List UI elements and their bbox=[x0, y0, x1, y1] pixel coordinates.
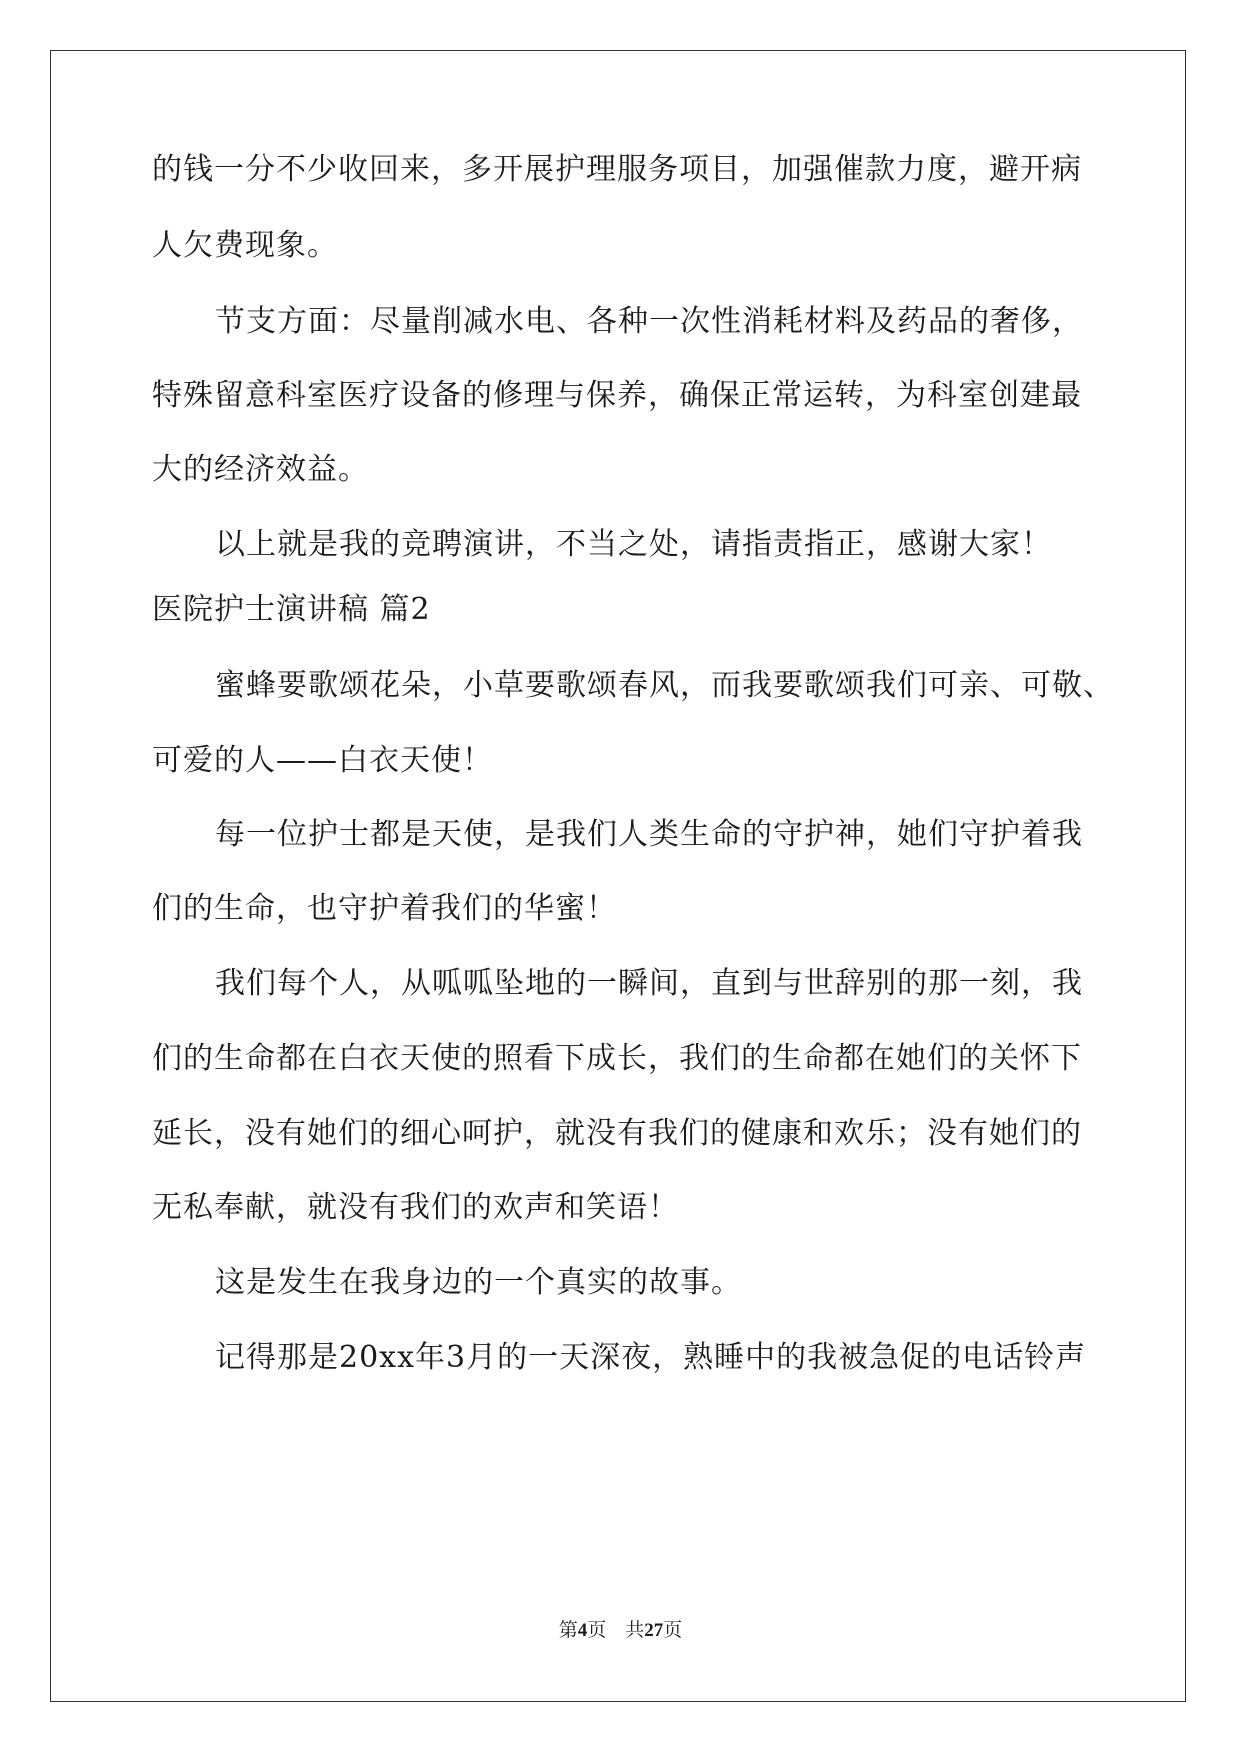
body-text-line: 的钱一分不少收回来，多开展护理服务项目，加强催款力度，避开病 bbox=[152, 152, 1082, 187]
body-text-line: 这是发生在我身边的一个真实的故事。 bbox=[215, 1265, 742, 1300]
page-border bbox=[50, 50, 1186, 1702]
body-text-line: 们的生命都在白衣天使的照看下成长，我们的生命都在她们的关怀下 bbox=[152, 1041, 1082, 1076]
current-page-number: 4 bbox=[577, 1620, 588, 1641]
body-text-line: 每一位护士都是天使，是我们人类生命的守护神，她们守护着我 bbox=[215, 817, 1083, 852]
total-page-count: 27 bbox=[644, 1620, 664, 1641]
footer-total-prefix: 共 bbox=[625, 1620, 645, 1641]
body-text-line: 们的生命，也守护着我们的华蜜！ bbox=[152, 891, 617, 926]
body-text-line: 蜜蜂要歌颂花朵，小草要歌颂春风，而我要歌颂我们可亲、可敬、 bbox=[215, 668, 1114, 703]
body-text-line: 延长，没有她们的细心呵护，就没有我们的健康和欢乐；没有她们的 bbox=[152, 1116, 1082, 1151]
body-text-line: 特殊留意科室医疗设备的修理与保养，确保正常运转，为科室创建最 bbox=[152, 378, 1082, 413]
footer-page-word: 页 bbox=[587, 1620, 607, 1641]
body-text-line: 以上就是我的竞聘演讲，不当之处，请指责指正，感谢大家！ bbox=[215, 527, 1052, 562]
body-text-line: 无私奉献，就没有我们的欢声和笑语！ bbox=[152, 1190, 679, 1225]
footer-total-suffix: 页 bbox=[663, 1620, 683, 1641]
body-text-line: 节支方面：尽量削减水电、各种一次性消耗材料及药品的奢侈， bbox=[215, 304, 1083, 339]
page-footer bbox=[0, 1619, 1241, 1643]
body-text-line: 大的经济效益。 bbox=[152, 452, 369, 487]
body-text-line: 我们每个人，从呱呱坠地的一瞬间，直到与世辞别的那一刻，我 bbox=[215, 966, 1083, 1001]
section-heading: 医院护士演讲稿 篇2 bbox=[152, 592, 431, 627]
body-text-line: 人欠费现象。 bbox=[152, 228, 338, 263]
body-text-line: 记得那是20xx年3月的一天深夜，熟睡中的我被急促的电话铃声 bbox=[215, 1340, 1087, 1375]
body-text-line: 可爱的人——白衣天使！ bbox=[152, 743, 493, 778]
footer-prefix: 第 bbox=[558, 1620, 578, 1641]
